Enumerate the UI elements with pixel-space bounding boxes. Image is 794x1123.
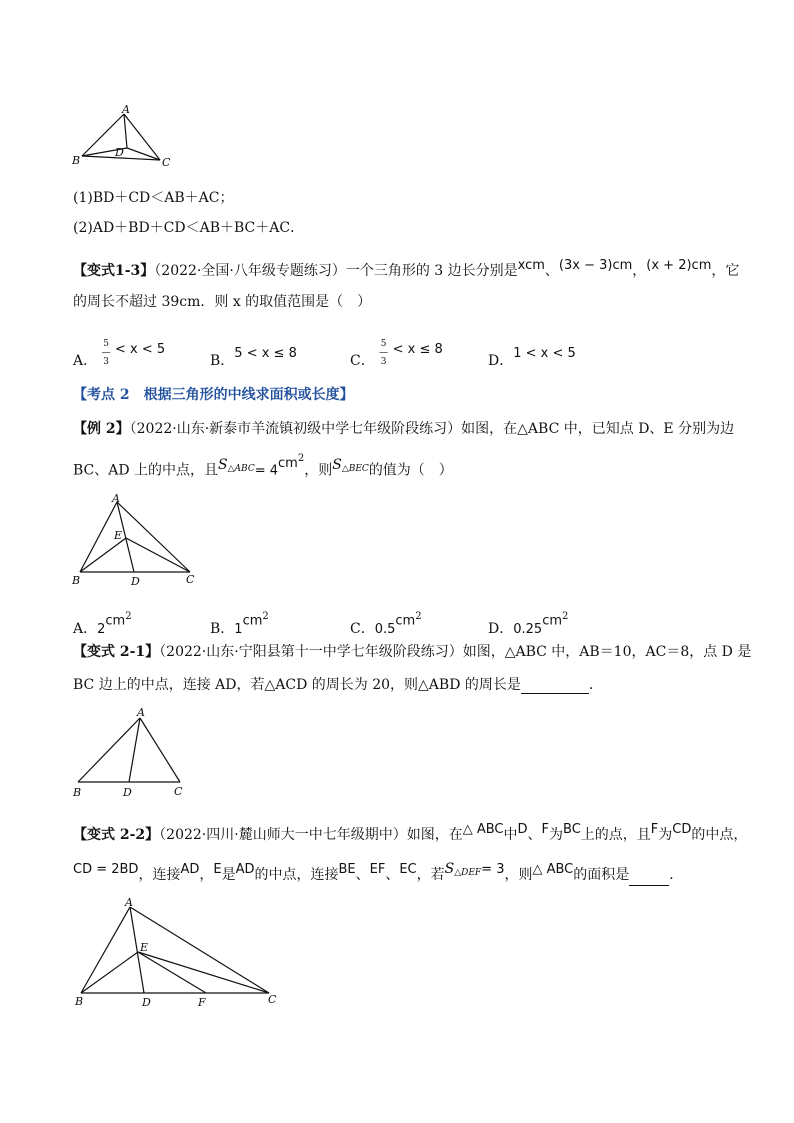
text-fragment: △ ABC xyxy=(532,862,574,877)
text-fragment: 2 xyxy=(262,611,269,622)
text-fragment: ， xyxy=(632,263,647,279)
text-fragment: S xyxy=(444,861,455,877)
ex2-option-c[interactable] xyxy=(350,608,422,637)
text-fragment: 的面积是 xyxy=(573,867,630,883)
text-fragment: 中 xyxy=(503,827,518,843)
text-fragment: ，它 xyxy=(711,263,740,279)
option-b[interactable] xyxy=(210,344,297,369)
variant-2-1-line2 xyxy=(73,676,603,694)
variant-1-3-line2: 的周长不超过 39cm．则 x 的取值范围是（ ） xyxy=(73,294,372,310)
text-fragment: 5 xyxy=(380,339,387,349)
text-fragment: AD xyxy=(235,862,255,877)
figure-segment xyxy=(126,538,190,572)
figure-segment xyxy=(138,952,269,993)
text-fragment: 2 xyxy=(415,611,422,622)
text-fragment: 2 xyxy=(125,611,132,622)
fig1-label-a: A xyxy=(122,103,130,116)
ex2-option-d[interactable] xyxy=(488,608,569,637)
text-fragment: BC 边上的中点，连接 AD，若△ACD 的周长为 20，则△ABD 的周长是 xyxy=(73,677,521,693)
text-fragment: AD xyxy=(180,862,200,877)
text-fragment: 上的点，且 xyxy=(580,827,651,843)
text-fragment: EC xyxy=(399,862,417,877)
answer-blank-2[interactable] xyxy=(629,871,669,886)
text-fragment: A． xyxy=(73,353,98,369)
text-fragment: = 3 xyxy=(481,862,505,877)
text-fragment: cm xyxy=(242,613,263,629)
option-a[interactable]: A． 5 — 3 < x < 5 xyxy=(73,339,166,369)
text-fragment: ，若 xyxy=(416,867,445,883)
text-fragment: 是 xyxy=(221,867,236,883)
text-fragment: 为 xyxy=(549,827,563,843)
text-fragment: △ABC xyxy=(227,463,255,474)
text-fragment: 0.25 xyxy=(513,621,543,637)
text-fragment: cm xyxy=(105,613,126,629)
v21-label-d: D xyxy=(123,786,132,799)
text-fragment: ，则 xyxy=(504,867,533,883)
fig1-label-c: C xyxy=(162,156,171,169)
figure-example-2 xyxy=(70,492,200,587)
text-fragment: 的中点，连接 xyxy=(254,867,339,883)
text-fragment: S xyxy=(218,456,228,473)
answer-blank[interactable] xyxy=(521,679,589,694)
text-fragment: 1 xyxy=(234,621,243,637)
text-fragment: 【例 2】 xyxy=(73,421,130,437)
text-fragment: A． xyxy=(73,620,98,637)
inequality-2: (2)AD＋BD＋CD＜AB＋BC＋AC． xyxy=(73,220,305,236)
text-fragment: △ ABC xyxy=(462,822,504,837)
text-fragment: < x ≤ 8 xyxy=(392,342,443,357)
text-fragment: BE xyxy=(338,862,356,877)
v22-label-d: D xyxy=(142,996,151,1009)
ex2-label-e: E xyxy=(114,529,123,542)
text-fragment: 、 xyxy=(527,827,542,843)
text-fragment: E xyxy=(213,862,222,877)
text-fragment: 的值为（ ） xyxy=(368,462,453,479)
figure-variant-2-2 xyxy=(70,893,290,1013)
variant-2-1-line1 xyxy=(73,643,751,661)
text-fragment: 0.5 xyxy=(374,621,396,637)
figure-segment xyxy=(81,907,130,993)
ex2-option-b[interactable] xyxy=(210,608,269,637)
text-fragment: △BEC xyxy=(341,463,369,474)
text-fragment: D xyxy=(517,822,528,837)
section-heading-kd2: 【考点 2 根据三角形的中线求面积或长度】 xyxy=(73,387,354,403)
text-fragment: B． xyxy=(210,620,235,637)
text-fragment: BC、AD 上的中点，且 xyxy=(73,462,219,479)
text-fragment: EF xyxy=(369,862,386,877)
text-fragment: CD = 2BD xyxy=(73,862,139,877)
text-fragment: ，则 xyxy=(304,462,333,479)
variant-tag: 【变式1-3】 xyxy=(73,263,155,279)
figure-segment xyxy=(130,907,269,993)
fig1-label-d: D xyxy=(115,146,124,159)
ex2-label-d: D xyxy=(131,575,140,588)
figure-segment xyxy=(81,952,138,993)
text-fragment: CD xyxy=(672,822,692,837)
text-fragment: ． xyxy=(669,867,684,883)
text-fragment: C． xyxy=(350,353,375,369)
text-fragment: 2 xyxy=(562,611,569,622)
ex2-option-a[interactable] xyxy=(73,608,132,637)
variant-2-2-line1 xyxy=(73,822,748,845)
text-fragment: D． xyxy=(488,353,514,369)
text-fragment: < x < 5 xyxy=(115,342,166,357)
side-3x-3: (3x − 3)cm xyxy=(558,258,633,273)
v22-label-b: B xyxy=(75,995,84,1008)
figure-segment xyxy=(124,114,127,148)
figure-segment xyxy=(140,718,180,782)
text-fragment: 【变式 2-2】 xyxy=(73,827,160,843)
text-fragment: cm xyxy=(278,455,298,471)
figure-segment xyxy=(80,538,126,572)
text-fragment: 1 < x < 5 xyxy=(513,346,576,361)
text-fragment: BC xyxy=(563,822,581,837)
text-fragment: = 4 xyxy=(254,463,279,479)
text-fragment: F xyxy=(650,822,659,837)
figure-segment xyxy=(80,502,117,572)
figure-segment xyxy=(117,502,190,572)
side-x: xcm xyxy=(517,258,545,273)
text-fragment: ， xyxy=(199,867,214,883)
text-fragment: C． xyxy=(350,620,375,637)
text-fragment: 【变式 2-1】 xyxy=(73,644,160,660)
text-fragment: （2022·山东·宁阳县第十一中学七年级阶段练习）如图，△ABC 中，AB＝10，AC＝8，点 D 是 xyxy=(159,644,752,660)
text-fragment: （2022·山东·新泰市羊流镇初级中学七年级阶段练习）如图，在△ABC 中，已知点 D、E 分别为边 xyxy=(129,421,735,437)
text-fragment: 5 < x ≤ 8 xyxy=(234,346,297,361)
text-fragment: ． xyxy=(588,677,603,693)
v22-label-a: A xyxy=(125,896,133,909)
fig1-label-b: B xyxy=(72,154,81,167)
text-fragment: 2 xyxy=(297,453,305,464)
ex2-label-c: C xyxy=(186,573,195,586)
variant-1-3-line1 xyxy=(73,258,740,281)
side-x-2: (x + 2)cm xyxy=(646,258,712,273)
text-fragment: 3 xyxy=(380,357,387,367)
text-fragment: B． xyxy=(210,353,235,369)
v21-label-c: C xyxy=(174,785,183,798)
example-2-line2 xyxy=(73,453,453,482)
text-fragment: 的中点， xyxy=(691,827,748,843)
v22-label-f: F xyxy=(198,996,206,1009)
figure-segment xyxy=(138,952,206,993)
option-c[interactable]: C． 5 — 3 < x ≤ 8 xyxy=(350,339,443,369)
v21-label-a: A xyxy=(137,706,145,719)
ex2-label-a: A xyxy=(112,492,120,505)
text-fragment: cm xyxy=(395,613,416,629)
v22-label-c: C xyxy=(268,993,277,1006)
text-fragment: （2022·全国·八年级专题练习）一个三角形的 3 边长分别是 xyxy=(154,263,518,279)
figure-triangle-abd-interior xyxy=(70,100,180,170)
variant-2-2-line2: CD = 2BD，连接AD，E是AD的中点，连接BE、EF、EC，若$S^{\triangle DEF}= 3$，则△ ABC的面积是 ． xyxy=(73,866,683,886)
option-d[interactable] xyxy=(488,344,576,369)
text-fragment: 3 xyxy=(103,357,109,367)
text-fragment: F xyxy=(541,822,549,837)
text-fragment: △DEF xyxy=(454,868,482,878)
text-fragment: 、 xyxy=(544,263,559,279)
text-fragment: 5 xyxy=(103,339,109,349)
inequality-1: (1)BD＋CD＜AB＋AC； xyxy=(73,190,234,206)
ex2-label-b: B xyxy=(72,574,81,587)
text-fragment: cm xyxy=(542,613,562,629)
figure-variant-2-1 xyxy=(70,702,190,802)
v22-label-e: E xyxy=(140,941,149,954)
text-fragment: S xyxy=(332,456,342,473)
example-2-line1 xyxy=(73,420,734,438)
text-fragment: D． xyxy=(488,620,514,637)
v21-label-b: B xyxy=(73,786,82,799)
text-fragment: ，连接 xyxy=(138,867,181,883)
text-fragment: 为 xyxy=(658,827,673,843)
text-fragment: 2 xyxy=(97,621,106,637)
text-fragment: （2022·四川·麓山师大一中七年级期中）如图，在 xyxy=(159,827,463,843)
